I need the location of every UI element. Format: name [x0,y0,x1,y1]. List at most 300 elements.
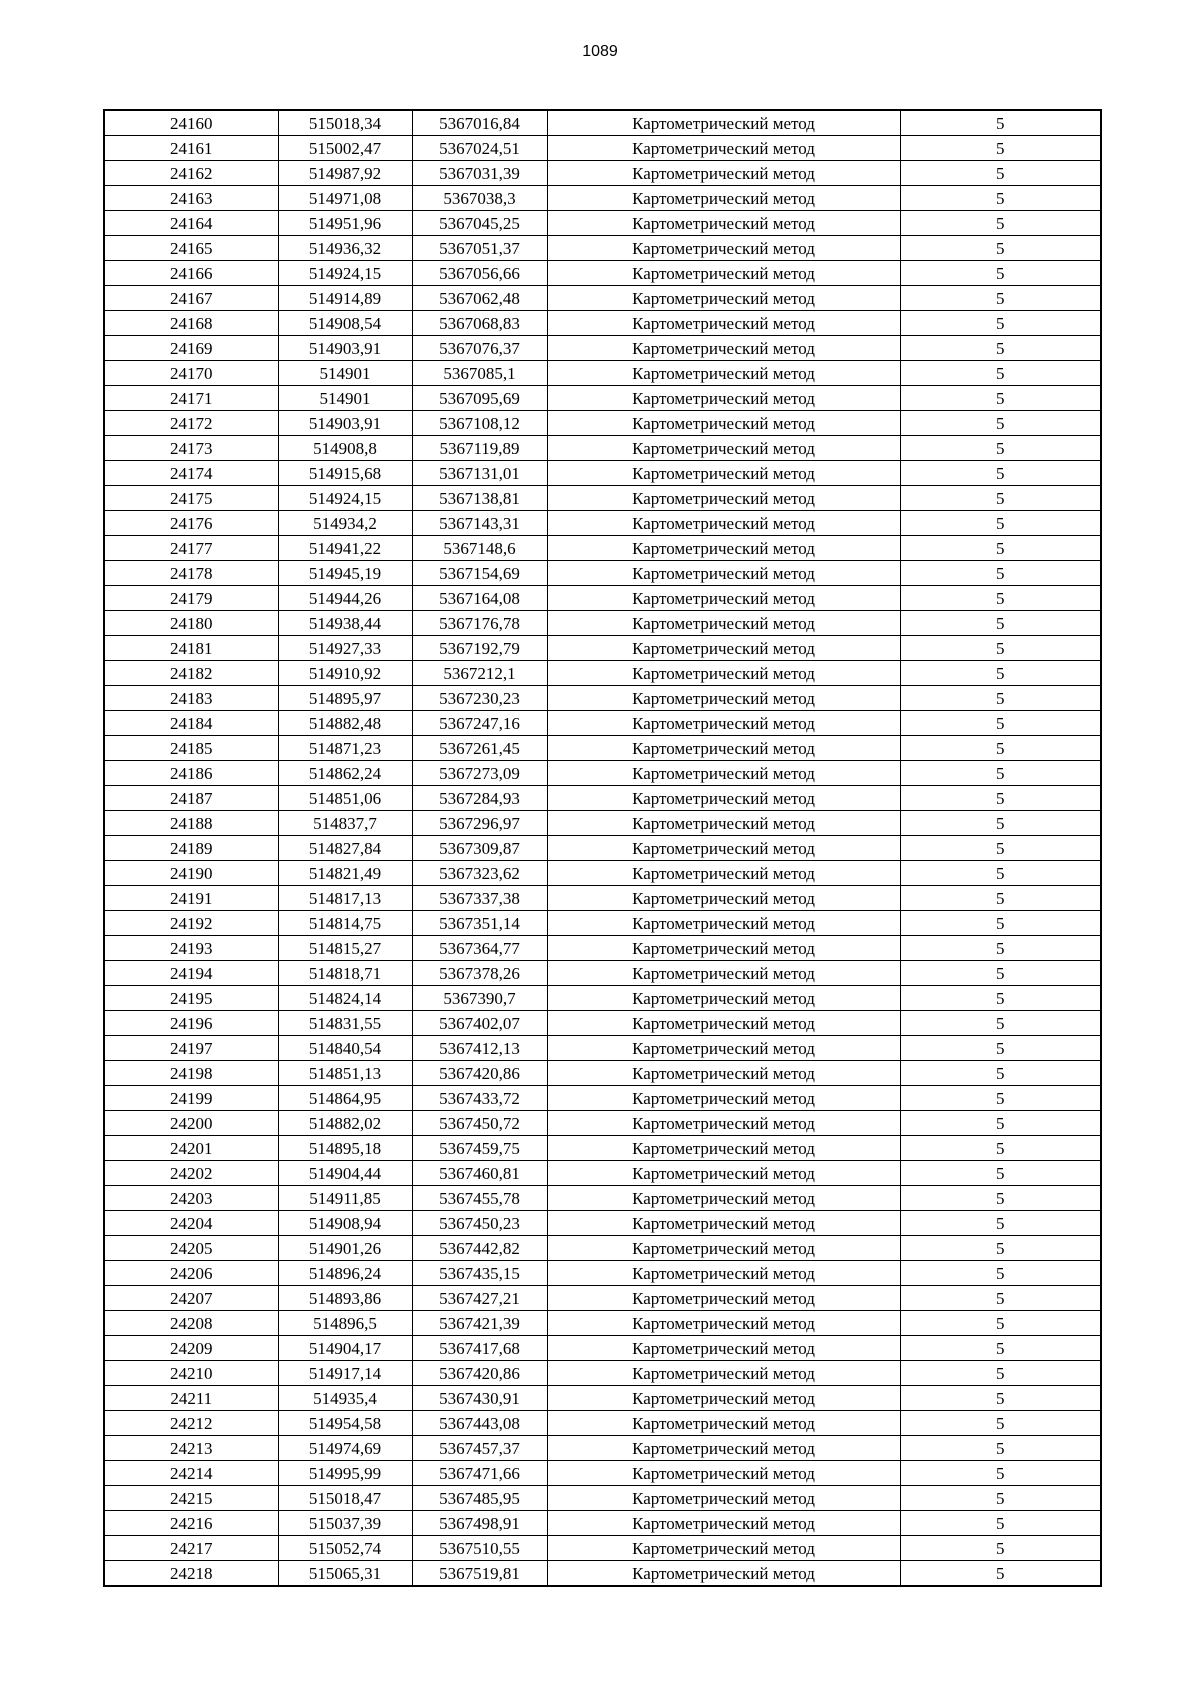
point-number-cell: 24185 [104,736,278,761]
x-coordinate-cell: 514815,27 [278,936,412,961]
accuracy-cell: 5 [900,1136,1101,1161]
point-number-cell: 24180 [104,611,278,636]
point-number-cell: 24217 [104,1536,278,1561]
y-coordinate-cell: 5367457,37 [412,1436,547,1461]
x-coordinate-cell: 514915,68 [278,461,412,486]
table-row [104,786,1101,811]
x-coordinate-cell: 515018,34 [278,110,412,136]
page-number: 1089 [582,43,618,60]
point-number-cell: 24161 [104,136,278,161]
y-coordinate-cell: 5367460,81 [412,1161,547,1186]
y-coordinate-cell: 5367031,39 [412,161,547,186]
point-number-cell: 24169 [104,336,278,361]
table-row [104,1411,1101,1436]
accuracy-cell: 5 [900,1561,1101,1587]
y-coordinate-cell: 5367510,55 [412,1536,547,1561]
table-row [104,236,1101,261]
y-coordinate-cell: 5367016,84 [412,110,547,136]
table-row [104,1111,1101,1136]
x-coordinate-cell: 514901,26 [278,1236,412,1261]
method-cell: Картометрический метод [547,1411,900,1436]
x-coordinate-cell: 514896,5 [278,1311,412,1336]
x-coordinate-cell: 514938,44 [278,611,412,636]
y-coordinate-cell: 5367176,78 [412,611,547,636]
table-row [104,386,1101,411]
method-cell: Картометрический метод [547,811,900,836]
point-number-cell: 24199 [104,1086,278,1111]
method-cell: Картометрический метод [547,961,900,986]
table-row [104,711,1101,736]
table-row [104,886,1101,911]
accuracy-cell: 5 [900,361,1101,386]
method-cell: Картометрический метод [547,1311,900,1336]
x-coordinate-cell: 514840,54 [278,1036,412,1061]
table-row [104,1011,1101,1036]
x-coordinate-cell: 514818,71 [278,961,412,986]
point-number-cell: 24179 [104,586,278,611]
x-coordinate-cell: 514851,06 [278,786,412,811]
x-coordinate-cell: 514871,23 [278,736,412,761]
y-coordinate-cell: 5367450,23 [412,1211,547,1236]
method-cell: Картометрический метод [547,1136,900,1161]
y-coordinate-cell: 5367378,26 [412,961,547,986]
accuracy-cell: 5 [900,961,1101,986]
table-row [104,936,1101,961]
table-row [104,161,1101,186]
point-number-cell: 24166 [104,261,278,286]
table-row [104,1436,1101,1461]
y-coordinate-cell: 5367471,66 [412,1461,547,1486]
table-row [104,211,1101,236]
point-number-cell: 24206 [104,1261,278,1286]
y-coordinate-cell: 5367309,87 [412,836,547,861]
x-coordinate-cell: 514971,08 [278,186,412,211]
x-coordinate-cell: 514917,14 [278,1361,412,1386]
method-cell: Картометрический метод [547,361,900,386]
y-coordinate-cell: 5367131,01 [412,461,547,486]
x-coordinate-cell: 514908,54 [278,311,412,336]
point-number-cell: 24209 [104,1336,278,1361]
y-coordinate-cell: 5367212,1 [412,661,547,686]
x-coordinate-cell: 514827,84 [278,836,412,861]
method-cell: Картометрический метод [547,161,900,186]
point-number-cell: 24164 [104,211,278,236]
y-coordinate-cell: 5367519,81 [412,1561,547,1587]
y-coordinate-cell: 5367192,79 [412,636,547,661]
method-cell: Картометрический метод [547,461,900,486]
y-coordinate-cell: 5367138,81 [412,486,547,511]
y-coordinate-cell: 5367450,72 [412,1111,547,1136]
table-row [104,311,1101,336]
x-coordinate-cell: 514817,13 [278,886,412,911]
accuracy-cell: 5 [900,336,1101,361]
x-coordinate-cell: 514910,92 [278,661,412,686]
x-coordinate-cell: 515065,31 [278,1561,412,1587]
accuracy-cell: 5 [900,536,1101,561]
table-row [104,1186,1101,1211]
accuracy-cell: 5 [900,486,1101,511]
point-number-cell: 24188 [104,811,278,836]
x-coordinate-cell: 515037,39 [278,1511,412,1536]
accuracy-cell: 5 [900,911,1101,936]
method-cell: Картометрический метод [547,761,900,786]
point-number-cell: 24171 [104,386,278,411]
method-cell: Картометрический метод [547,110,900,136]
x-coordinate-cell: 514824,14 [278,986,412,1011]
table-row [104,636,1101,661]
table-row [104,261,1101,286]
y-coordinate-cell: 5367045,25 [412,211,547,236]
point-number-cell: 24170 [104,361,278,386]
point-number-cell: 24210 [104,1361,278,1386]
table-row [104,661,1101,686]
accuracy-cell: 5 [900,786,1101,811]
method-cell: Картометрический метод [547,1561,900,1587]
x-coordinate-cell: 514934,2 [278,511,412,536]
accuracy-cell: 5 [900,1086,1101,1111]
accuracy-cell: 5 [900,686,1101,711]
x-coordinate-cell: 514908,8 [278,436,412,461]
accuracy-cell: 5 [900,136,1101,161]
x-coordinate-cell: 514851,13 [278,1061,412,1086]
point-number-cell: 24194 [104,961,278,986]
method-cell: Картометрический метод [547,1211,900,1236]
method-cell: Картометрический метод [547,211,900,236]
accuracy-cell: 5 [900,1236,1101,1261]
accuracy-cell: 5 [900,761,1101,786]
table-row [104,586,1101,611]
method-cell: Картометрический метод [547,1111,900,1136]
method-cell: Картометрический метод [547,861,900,886]
point-number-cell: 24165 [104,236,278,261]
table-row [104,1536,1101,1561]
y-coordinate-cell: 5367435,15 [412,1261,547,1286]
point-number-cell: 24195 [104,986,278,1011]
x-coordinate-cell: 514908,94 [278,1211,412,1236]
table-row [104,511,1101,536]
y-coordinate-cell: 5367442,82 [412,1236,547,1261]
accuracy-cell: 5 [900,836,1101,861]
y-coordinate-cell: 5367420,86 [412,1061,547,1086]
point-number-cell: 24198 [104,1061,278,1086]
accuracy-cell: 5 [900,811,1101,836]
table-row [104,1561,1101,1587]
point-number-cell: 24202 [104,1161,278,1186]
accuracy-cell: 5 [900,1111,1101,1136]
accuracy-cell: 5 [900,461,1101,486]
x-coordinate-cell: 514944,26 [278,586,412,611]
x-coordinate-cell: 514924,15 [278,486,412,511]
y-coordinate-cell: 5367164,08 [412,586,547,611]
x-coordinate-cell: 514821,49 [278,861,412,886]
table-row [104,561,1101,586]
x-coordinate-cell: 514814,75 [278,911,412,936]
y-coordinate-cell: 5367390,7 [412,986,547,1011]
point-number-cell: 24192 [104,911,278,936]
point-number-cell: 24160 [104,110,278,136]
point-number-cell: 24208 [104,1311,278,1336]
accuracy-cell: 5 [900,1411,1101,1436]
method-cell: Картометрический метод [547,136,900,161]
method-cell: Картометрический метод [547,711,900,736]
method-cell: Картометрический метод [547,1286,900,1311]
x-coordinate-cell: 514901 [278,361,412,386]
accuracy-cell: 5 [900,161,1101,186]
method-cell: Картометрический метод [547,1011,900,1036]
y-coordinate-cell: 5367323,62 [412,861,547,886]
point-number-cell: 24187 [104,786,278,811]
method-cell: Картометрический метод [547,1486,900,1511]
x-coordinate-cell: 514896,24 [278,1261,412,1286]
point-number-cell: 24181 [104,636,278,661]
method-cell: Картометрический метод [547,336,900,361]
point-number-cell: 24212 [104,1411,278,1436]
point-number-cell: 24211 [104,1386,278,1411]
accuracy-cell: 5 [900,1036,1101,1061]
y-coordinate-cell: 5367247,16 [412,711,547,736]
table-row [104,1361,1101,1386]
x-coordinate-cell: 514974,69 [278,1436,412,1461]
x-coordinate-cell: 514893,86 [278,1286,412,1311]
method-cell: Картометрический метод [547,1186,900,1211]
table-row [104,536,1101,561]
y-coordinate-cell: 5367095,69 [412,386,547,411]
y-coordinate-cell: 5367143,31 [412,511,547,536]
method-cell: Картометрический метод [547,1511,900,1536]
point-number-cell: 24178 [104,561,278,586]
method-cell: Картометрический метод [547,1261,900,1286]
accuracy-cell: 5 [900,1011,1101,1036]
y-coordinate-cell: 5367085,1 [412,361,547,386]
y-coordinate-cell: 5367284,93 [412,786,547,811]
table-row [104,611,1101,636]
y-coordinate-cell: 5367498,91 [412,1511,547,1536]
method-cell: Картометрический метод [547,1236,900,1261]
point-number-cell: 24218 [104,1561,278,1587]
accuracy-cell: 5 [900,586,1101,611]
accuracy-cell: 5 [900,1161,1101,1186]
x-coordinate-cell: 514936,32 [278,236,412,261]
accuracy-cell: 5 [900,561,1101,586]
x-coordinate-cell: 514954,58 [278,1411,412,1436]
method-cell: Картометрический метод [547,511,900,536]
method-cell: Картометрический метод [547,661,900,686]
x-coordinate-cell: 514914,89 [278,286,412,311]
table-row [104,836,1101,861]
point-number-cell: 24200 [104,1111,278,1136]
y-coordinate-cell: 5367296,97 [412,811,547,836]
method-cell: Картометрический метод [547,436,900,461]
point-number-cell: 24162 [104,161,278,186]
y-coordinate-cell: 5367433,72 [412,1086,547,1111]
accuracy-cell: 5 [900,1211,1101,1236]
accuracy-cell: 5 [900,411,1101,436]
accuracy-cell: 5 [900,1361,1101,1386]
method-cell: Картометрический метод [547,586,900,611]
point-number-cell: 24174 [104,461,278,486]
table-row [104,1511,1101,1536]
accuracy-cell: 5 [900,1286,1101,1311]
x-coordinate-cell: 514895,97 [278,686,412,711]
x-coordinate-cell: 514927,33 [278,636,412,661]
y-coordinate-cell: 5367056,66 [412,261,547,286]
y-coordinate-cell: 5367038,3 [412,186,547,211]
table-row [104,1211,1101,1236]
accuracy-cell: 5 [900,711,1101,736]
table-row [104,436,1101,461]
method-cell: Картометрический метод [547,1086,900,1111]
y-coordinate-cell: 5367062,48 [412,286,547,311]
method-cell: Картометрический метод [547,611,900,636]
accuracy-cell: 5 [900,211,1101,236]
y-coordinate-cell: 5367108,12 [412,411,547,436]
point-number-cell: 24186 [104,761,278,786]
accuracy-cell: 5 [900,1461,1101,1486]
table-row [104,411,1101,436]
method-cell: Картометрический метод [547,1161,900,1186]
y-coordinate-cell: 5367076,37 [412,336,547,361]
point-number-cell: 24190 [104,861,278,886]
table-row [104,1336,1101,1361]
table-row [104,761,1101,786]
table-row [104,1161,1101,1186]
table-row [104,110,1101,136]
point-number-cell: 24215 [104,1486,278,1511]
x-coordinate-cell: 514831,55 [278,1011,412,1036]
y-coordinate-cell: 5367412,13 [412,1036,547,1061]
table-row [104,1136,1101,1161]
y-coordinate-cell: 5367402,07 [412,1011,547,1036]
point-number-cell: 24204 [104,1211,278,1236]
table-row [104,1461,1101,1486]
point-number-cell: 24189 [104,836,278,861]
method-cell: Картометрический метод [547,411,900,436]
accuracy-cell: 5 [900,1261,1101,1286]
accuracy-cell: 5 [900,636,1101,661]
table-row [104,1311,1101,1336]
table-row [104,1286,1101,1311]
table-row [104,1386,1101,1411]
point-number-cell: 24203 [104,1186,278,1211]
table-row [104,1061,1101,1086]
method-cell: Картометрический метод [547,686,900,711]
point-number-cell: 24196 [104,1011,278,1036]
point-number-cell: 24184 [104,711,278,736]
y-coordinate-cell: 5367364,77 [412,936,547,961]
table-row [104,336,1101,361]
y-coordinate-cell: 5367230,23 [412,686,547,711]
point-number-cell: 24183 [104,686,278,711]
y-coordinate-cell: 5367024,51 [412,136,547,161]
x-coordinate-cell: 514941,22 [278,536,412,561]
method-cell: Картометрический метод [547,786,900,811]
accuracy-cell: 5 [900,861,1101,886]
y-coordinate-cell: 5367417,68 [412,1336,547,1361]
method-cell: Картометрический метод [547,836,900,861]
x-coordinate-cell: 514837,7 [278,811,412,836]
table-row [104,1086,1101,1111]
x-coordinate-cell: 515002,47 [278,136,412,161]
x-coordinate-cell: 514951,96 [278,211,412,236]
table-row [104,186,1101,211]
table-row [104,686,1101,711]
table-row [104,986,1101,1011]
table-row [104,1236,1101,1261]
method-cell: Картометрический метод [547,936,900,961]
table-row [104,486,1101,511]
y-coordinate-cell: 5367351,14 [412,911,547,936]
y-coordinate-cell: 5367273,09 [412,761,547,786]
method-cell: Картометрический метод [547,736,900,761]
method-cell: Картометрический метод [547,911,900,936]
y-coordinate-cell: 5367051,37 [412,236,547,261]
method-cell: Картометрический метод [547,1436,900,1461]
accuracy-cell: 5 [900,1536,1101,1561]
accuracy-cell: 5 [900,436,1101,461]
y-coordinate-cell: 5367443,08 [412,1411,547,1436]
method-cell: Картометрический метод [547,636,900,661]
accuracy-cell: 5 [900,110,1101,136]
point-number-cell: 24177 [104,536,278,561]
point-number-cell: 24176 [104,511,278,536]
point-number-cell: 24173 [104,436,278,461]
accuracy-cell: 5 [900,1386,1101,1411]
y-coordinate-cell: 5367459,75 [412,1136,547,1161]
x-coordinate-cell: 514882,02 [278,1111,412,1136]
y-coordinate-cell: 5367485,95 [412,1486,547,1511]
method-cell: Картометрический метод [547,286,900,311]
x-coordinate-cell: 514924,15 [278,261,412,286]
point-number-cell: 24172 [104,411,278,436]
x-coordinate-cell: 514862,24 [278,761,412,786]
y-coordinate-cell: 5367068,83 [412,311,547,336]
point-number-cell: 24167 [104,286,278,311]
point-number-cell: 24216 [104,1511,278,1536]
x-coordinate-cell: 514935,4 [278,1386,412,1411]
accuracy-cell: 5 [900,936,1101,961]
x-coordinate-cell: 514945,19 [278,561,412,586]
method-cell: Картометрический метод [547,1461,900,1486]
method-cell: Картометрический метод [547,1336,900,1361]
accuracy-cell: 5 [900,611,1101,636]
y-coordinate-cell: 5367430,91 [412,1386,547,1411]
point-number-cell: 24191 [104,886,278,911]
point-number-cell: 24175 [104,486,278,511]
x-coordinate-cell: 514904,44 [278,1161,412,1186]
x-coordinate-cell: 515018,47 [278,1486,412,1511]
x-coordinate-cell: 514864,95 [278,1086,412,1111]
x-coordinate-cell: 514903,91 [278,411,412,436]
table-row [104,861,1101,886]
accuracy-cell: 5 [900,311,1101,336]
x-coordinate-cell: 514903,91 [278,336,412,361]
point-number-cell: 24201 [104,1136,278,1161]
accuracy-cell: 5 [900,511,1101,536]
point-number-cell: 24197 [104,1036,278,1061]
accuracy-cell: 5 [900,886,1101,911]
accuracy-cell: 5 [900,286,1101,311]
table-row [104,286,1101,311]
table-row [104,911,1101,936]
method-cell: Картометрический метод [547,311,900,336]
method-cell: Картометрический метод [547,986,900,1011]
x-coordinate-cell: 514987,92 [278,161,412,186]
y-coordinate-cell: 5367420,86 [412,1361,547,1386]
accuracy-cell: 5 [900,736,1101,761]
table-row [104,136,1101,161]
x-coordinate-cell: 514901 [278,386,412,411]
table-row [104,1261,1101,1286]
